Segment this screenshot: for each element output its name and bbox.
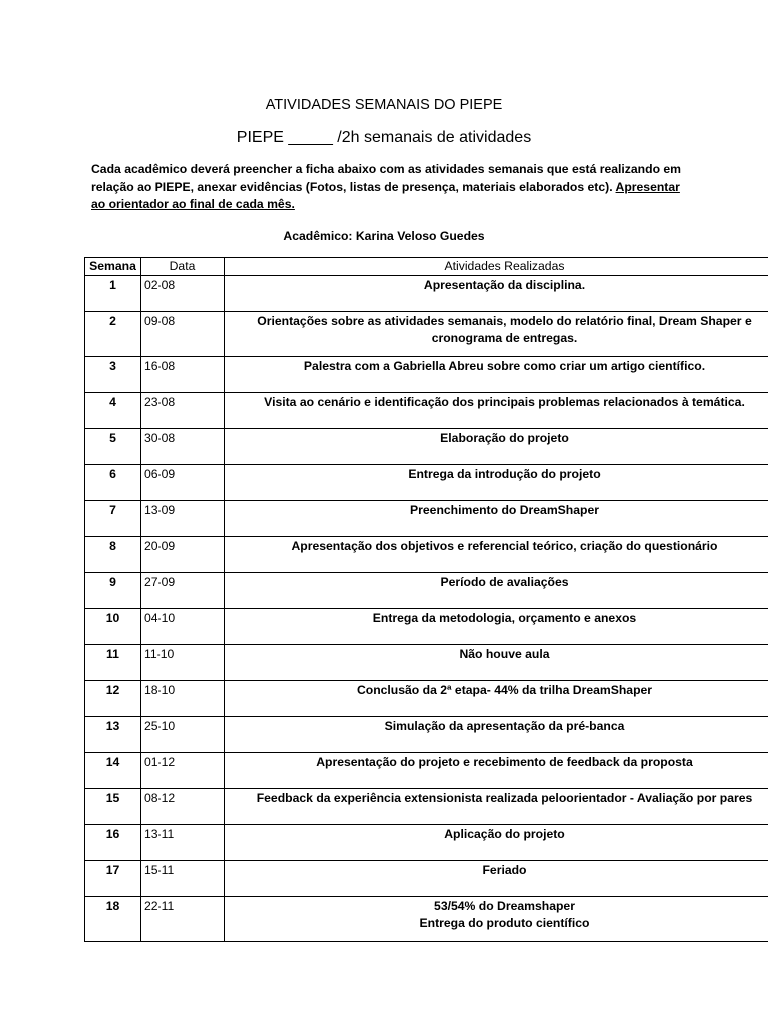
date-cell: 20-09 bbox=[141, 537, 225, 573]
date-cell: 16-08 bbox=[141, 357, 225, 393]
date-cell: 23-08 bbox=[141, 393, 225, 429]
instructions-paragraph bbox=[91, 161, 691, 214]
academic-name: Acadêmico: Karina Veloso Guedes bbox=[283, 229, 485, 243]
activity-line: Entrega da metodologia, orçamento e anexos bbox=[372, 611, 637, 625]
activity-line: Feriado bbox=[482, 863, 527, 877]
table-row bbox=[85, 897, 768, 942]
activity-cell bbox=[225, 861, 768, 897]
activity-cell bbox=[225, 276, 768, 312]
activity-line: Simulação da apresentação da pré-banca bbox=[384, 719, 625, 733]
table-row bbox=[85, 357, 768, 393]
date-cell: 01-12 bbox=[141, 753, 225, 789]
activity-cell bbox=[225, 645, 768, 681]
date-cell: 13-09 bbox=[141, 501, 225, 537]
table-row bbox=[85, 537, 768, 573]
week-cell: 9 bbox=[85, 573, 141, 609]
date-cell: 22-11 bbox=[141, 897, 225, 942]
activity-cell bbox=[225, 429, 768, 465]
date-cell: 09-08 bbox=[141, 312, 225, 357]
activity-line: Entrega do produto científico bbox=[419, 916, 590, 930]
week-cell: 15 bbox=[85, 789, 141, 825]
table-row bbox=[85, 312, 768, 357]
activity-line: Apresentação do projeto e recebimento de feedback da proposta bbox=[316, 755, 693, 769]
activity-cell bbox=[225, 573, 768, 609]
table-body bbox=[85, 276, 768, 942]
date-cell: 11-10 bbox=[141, 645, 225, 681]
activity-cell bbox=[225, 393, 768, 429]
activity-cell bbox=[225, 357, 768, 393]
activity-line: Conclusão da 2ª etapa- 44% da trilha DreamShaper bbox=[356, 683, 653, 697]
activity-line: Preenchimento do DreamShaper bbox=[410, 503, 599, 517]
week-cell: 11 bbox=[85, 645, 141, 681]
week-cell: 1 bbox=[85, 276, 141, 312]
activity-line: Feedback da experiência extensionista realizada peloorientador - Avaliação por pares bbox=[256, 791, 753, 805]
document-title: ATIVIDADES SEMANAIS DO PIEPE bbox=[265, 97, 503, 113]
activity-cell bbox=[225, 825, 768, 861]
date-cell: 02-08 bbox=[141, 276, 225, 312]
activity-cell bbox=[225, 609, 768, 645]
activity-line: Período de avaliações bbox=[440, 575, 569, 589]
week-cell: 5 bbox=[85, 429, 141, 465]
week-cell: 2 bbox=[85, 312, 141, 357]
activity-line: Entrega da introdução do projeto bbox=[408, 467, 601, 481]
date-cell: 15-11 bbox=[141, 861, 225, 897]
table-row bbox=[85, 609, 768, 645]
instructions-text: Cada acadêmico deverá preencher a ficha abaixo com as atividades semanais que está realizando em relação ao PIEPE, anexar evidências (Fotos, listas de presença, materiais elaborados etc). bbox=[91, 162, 682, 194]
table-row bbox=[85, 501, 768, 537]
activity-line: Orientações sobre as atividades semanais, modelo do relatório final, Dream Shaper e bbox=[257, 314, 752, 328]
week-cell: 16 bbox=[85, 825, 141, 861]
table-header-row bbox=[85, 258, 768, 276]
week-cell: 18 bbox=[85, 897, 141, 942]
activity-cell bbox=[225, 789, 768, 825]
table-row bbox=[85, 645, 768, 681]
week-cell: 10 bbox=[85, 609, 141, 645]
activity-line: 53/54% do Dreamshaper bbox=[434, 899, 575, 913]
activity-line: cronograma de entregas. bbox=[431, 331, 578, 345]
activity-line: Apresentação dos objetivos e referencial teórico, criação do questionário bbox=[291, 539, 718, 553]
date-cell: 13-11 bbox=[141, 825, 225, 861]
date-cell: 25-10 bbox=[141, 717, 225, 753]
week-cell: 17 bbox=[85, 861, 141, 897]
activity-line: Palestra com a Gabriella Abreu sobre como criar um artigo científico. bbox=[303, 359, 706, 373]
week-cell: 13 bbox=[85, 717, 141, 753]
table-row bbox=[85, 861, 768, 897]
activity-cell bbox=[225, 897, 768, 942]
table-row bbox=[85, 789, 768, 825]
activity-cell bbox=[225, 465, 768, 501]
date-cell: 08-12 bbox=[141, 789, 225, 825]
header-date: Data bbox=[141, 258, 225, 276]
header-week: Semana bbox=[85, 258, 141, 276]
activity-cell bbox=[225, 312, 768, 357]
week-cell: 8 bbox=[85, 537, 141, 573]
date-cell: 06-09 bbox=[141, 465, 225, 501]
table-row bbox=[85, 717, 768, 753]
week-cell: 4 bbox=[85, 393, 141, 429]
date-cell: 18-10 bbox=[141, 681, 225, 717]
table-row bbox=[85, 276, 768, 312]
week-cell: 3 bbox=[85, 357, 141, 393]
date-cell: 27-09 bbox=[141, 573, 225, 609]
activity-line: Visita ao cenário e identificação dos principais problemas relacionados à temática. bbox=[264, 395, 745, 409]
table-row bbox=[85, 429, 768, 465]
week-cell: 6 bbox=[85, 465, 141, 501]
activity-cell bbox=[225, 537, 768, 573]
table-row bbox=[85, 393, 768, 429]
table-row bbox=[85, 465, 768, 501]
week-cell: 14 bbox=[85, 753, 141, 789]
activity-line: Apresentação da disciplina. bbox=[423, 278, 586, 292]
table-row bbox=[85, 753, 768, 789]
header-activities: Atividades Realizadas bbox=[225, 258, 768, 276]
table-row bbox=[85, 573, 768, 609]
activity-cell bbox=[225, 501, 768, 537]
table-row bbox=[85, 825, 768, 861]
table-row bbox=[85, 681, 768, 717]
week-cell: 12 bbox=[85, 681, 141, 717]
week-cell: 7 bbox=[85, 501, 141, 537]
activity-line: Não houve aula bbox=[459, 647, 550, 661]
date-cell: 30-08 bbox=[141, 429, 225, 465]
activity-cell bbox=[225, 681, 768, 717]
activity-cell bbox=[225, 717, 768, 753]
activity-cell bbox=[225, 753, 768, 789]
activity-line: Elaboração do projeto bbox=[440, 431, 569, 445]
document-subtitle: PIEPE _____ /2h semanais de atividades bbox=[236, 129, 532, 146]
activity-line: Aplicação do projeto bbox=[444, 827, 565, 841]
instructions-underlined-text: Apresentar ao orientador ao final de cada mês. bbox=[91, 179, 680, 211]
activities-table bbox=[84, 257, 768, 942]
date-cell: 04-10 bbox=[141, 609, 225, 645]
